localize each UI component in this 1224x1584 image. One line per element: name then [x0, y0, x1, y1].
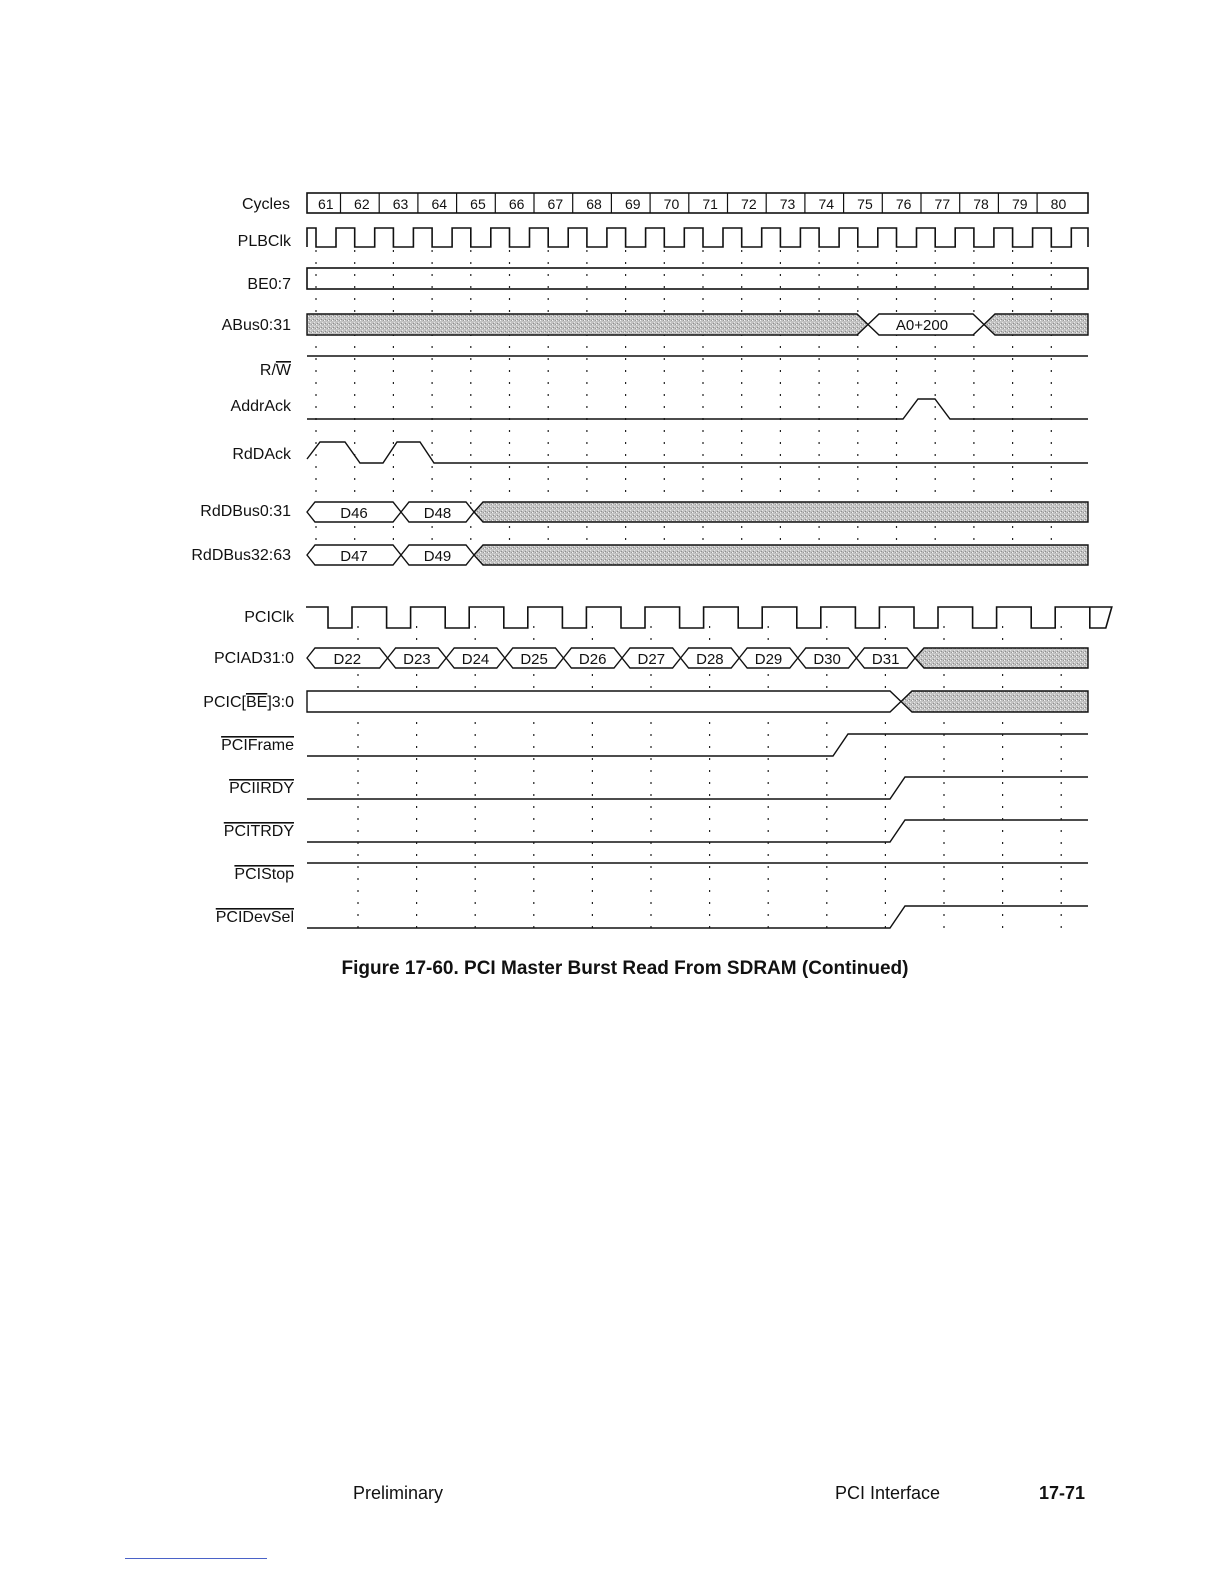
footer-page-number: 17-71	[1039, 1483, 1086, 1503]
label-cycles: Cycles	[241, 196, 290, 213]
label-plbclk: PLBClk	[237, 233, 291, 250]
footer-status: Preliminary	[353, 1483, 444, 1503]
pcic-bus	[307, 691, 1088, 712]
label-rddbus32: RdDBus32:63	[191, 547, 291, 564]
pciad-bus	[307, 648, 1088, 668]
label-rddack: RdDAck	[232, 446, 291, 463]
label-pcitrdy: PCITRDY	[223, 823, 294, 840]
pciad-data-segment-value: D23	[403, 651, 431, 668]
cycle-number: 75	[857, 196, 873, 212]
pciirdy-waveform	[307, 777, 1088, 799]
cycle-number: 74	[818, 196, 835, 212]
pcic-driven-segment	[307, 691, 901, 712]
label-pcic-prefix: PCIC[	[203, 694, 246, 711]
label-pcic-suffix: ]3:0	[267, 694, 294, 711]
corner-rule	[125, 1558, 267, 1559]
plbclk-waveform	[307, 228, 1088, 247]
be-bus	[307, 268, 1088, 289]
pciad-data-segment-value: D27	[637, 651, 666, 668]
pciad-data-segment-value: D30	[813, 651, 841, 668]
rddbus32-data-segment-value: D47	[340, 548, 368, 565]
pciframe-waveform	[307, 734, 1088, 756]
cycle-number: 79	[1011, 196, 1028, 212]
cycle-number: 69	[624, 196, 641, 212]
cycle-number: 65	[470, 196, 486, 212]
label-pciclk: PCIClk	[244, 609, 294, 626]
label-be: BE0:7	[247, 276, 291, 293]
rddbus0-data-segment-value: D46	[340, 505, 368, 522]
pciad-undefined	[915, 648, 1088, 668]
footer-chapter: PCI Interface	[835, 1483, 941, 1503]
pcidevsel-waveform	[307, 906, 1088, 928]
addrack-waveform	[307, 399, 1088, 419]
cycle-number: 61	[317, 196, 334, 212]
rddbus32-bus	[307, 545, 1088, 565]
rddbus0-undefined	[474, 502, 1088, 522]
pciad-data-segment-value: D29	[754, 651, 783, 668]
cycle-number: 71	[702, 196, 718, 212]
cycle-number: 68	[586, 196, 602, 212]
label-pciad: PCIAD31:0	[213, 650, 294, 667]
cycle-number: 64	[431, 196, 448, 212]
rddbus32-data-segment-value: D49	[423, 548, 452, 565]
cycle-number: 67	[547, 196, 564, 212]
pciad-data-segment-value: D26	[578, 651, 607, 668]
abus-address-value: A0+200	[895, 317, 949, 334]
cycles-frame	[307, 193, 1088, 213]
label-pciirdy: PCIIRDY	[229, 780, 294, 797]
pciad-data-segment-value: D31	[871, 651, 900, 668]
label-pcic-bar: BE	[245, 694, 268, 711]
cycle-number: 80	[1050, 196, 1067, 212]
pciclk-waveform	[306, 607, 1112, 628]
figure-caption: Figure 17-60. PCI Master Burst Read From SDRAM (Continued)	[341, 958, 909, 979]
pciad-data-segment-value: D28	[696, 651, 724, 668]
rddbus0-data-segment-value: D48	[423, 505, 452, 522]
rddack-waveform	[307, 442, 1088, 463]
label-pciframe: PCIFrame	[221, 737, 294, 754]
cycle-number: 73	[779, 196, 796, 212]
rddbus0-bus	[307, 502, 1088, 522]
cycle-number: 76	[895, 196, 912, 212]
label-rddbus0: RdDBus0:31	[200, 503, 291, 520]
cycle-number: 62	[354, 196, 370, 212]
abus-undefined-2	[984, 314, 1088, 335]
label-rw-bar: W	[275, 362, 291, 379]
pcitrdy-waveform	[307, 820, 1088, 842]
cycle-number: 70	[663, 196, 680, 212]
label-rw-prefix: R/	[259, 362, 276, 379]
label-rw	[260, 362, 292, 379]
pciad-data-segment-value: D22	[333, 651, 362, 668]
cycle-number: 77	[934, 196, 951, 212]
cycle-number: 72	[741, 196, 757, 212]
cycle-number: 66	[508, 196, 525, 212]
rddbus32-undefined	[474, 545, 1088, 565]
label-pcidevsel: PCIDevSel	[215, 909, 294, 926]
cycle-number: 63	[392, 196, 409, 212]
plb-guide-lines	[316, 250, 1051, 542]
cycles-row	[307, 193, 1088, 213]
abus-undefined-1	[307, 314, 868, 335]
label-pcistop: PCIStop	[234, 866, 294, 883]
pci-guide-lines	[358, 626, 1061, 930]
label-pcic	[203, 694, 294, 711]
cycle-number: 78	[973, 196, 989, 212]
label-addrack: AddrAck	[230, 398, 291, 415]
label-abus: ABus0:31	[221, 317, 291, 334]
pciad-data-segment-value: D24	[461, 651, 490, 668]
pciad-data-segment-value: D25	[520, 651, 548, 668]
pcic-undefined-segment	[901, 691, 1088, 712]
abus-bus	[307, 314, 1088, 335]
